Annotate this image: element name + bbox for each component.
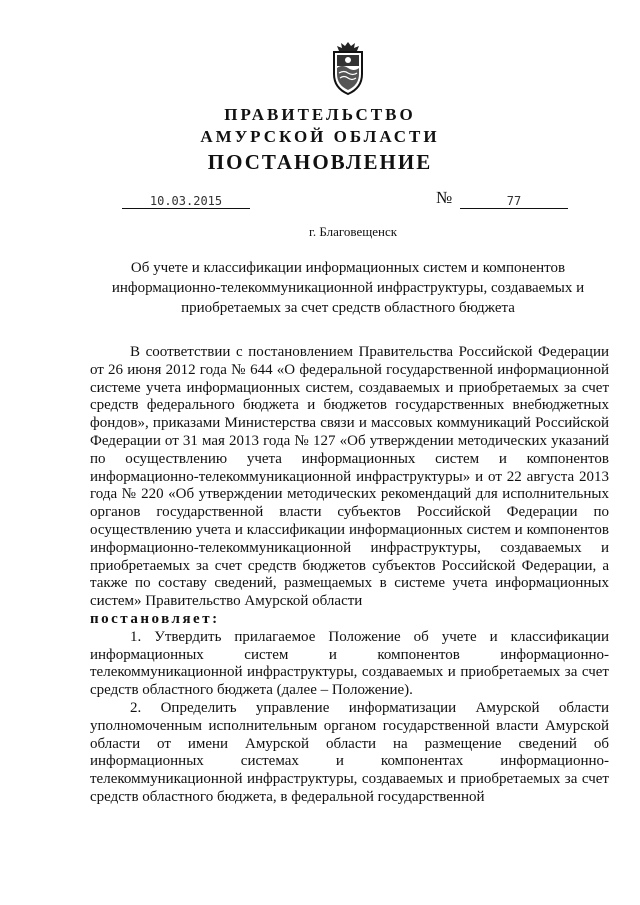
number-label: № — [436, 188, 453, 207]
document-type: ПОСТАНОВЛЕНИЕ — [207, 150, 433, 174]
decree-body — [90, 344, 609, 807]
government-header — [0, 104, 640, 148]
item-1-paragraph: 1. Утвердить прилагаемое Положение об учете и классификации информационных систем и компонентов информационно-телекоммуникационной инфраструктуры, создаваемых и приобретаемых за счет средств областного бюджета (далее – Положение). — [90, 628, 609, 699]
decree-number: 77 — [460, 194, 568, 209]
government-line-2: АМУРСКОЙ ОБЛАСТИ — [200, 127, 440, 146]
preamble-paragraph: В соответствии с постановлением Правительства Российской Федерации от 26 июня 2012 года № 644 «О федеральной государственной информационной системе учета информационных систем, создаваемых и приобретаемых за счет средств федерального бюджета и бюджетов государственных внебюджетных фондов», приказами Министерства связи и массовых коммуникаций Российской Федерации от 31 мая 2013 года № 127 «Об утверждении методических указаний по осуществлению учета информационных систем и компонентов информационно-телекоммуникационной инфраструктуры» и от 22 августа 2013 года № 220 «Об утверждении методических рекомендаций для исполнительных органов государственной власти субъектов Российской Федерации по осуществлению учета и классификации информационных систем и компонентов информационно-телекоммуникационной инфраструктуры, создаваемых и приобретаемых за счет средств бюджетов субъектов Российской Федерации, а также по составу сведений, размещаемых в системе учета информационных систем» Правительство Амурской области — [90, 344, 609, 610]
coat-of-arms-emblem — [328, 40, 368, 96]
government-line-1: ПРАВИТЕЛЬСТВО — [224, 105, 416, 124]
resolve-heading: постановляет: — [90, 610, 220, 627]
decree-date: 10.03.2015 — [122, 194, 250, 209]
item-2-paragraph: 2. Определить управление информатизации Амурской области уполномоченным исполнительным органом государственной власти Амурской области от имени Амурской области на размещение сведений об информационных системах и компонентах информационно-телекоммуникационной инфраструктуры, создаваемых и приобретаемых за счет средств областного бюджета, в федеральной государственной — [90, 699, 609, 805]
decree-title: Об учете и классификации информационных систем и компонентов информационно-телекоммуникационной инфраструктуры, создаваемых и приобретаемых за счет средств областного бюджета — [111, 260, 585, 316]
city: г. Благовещенск — [308, 224, 398, 239]
